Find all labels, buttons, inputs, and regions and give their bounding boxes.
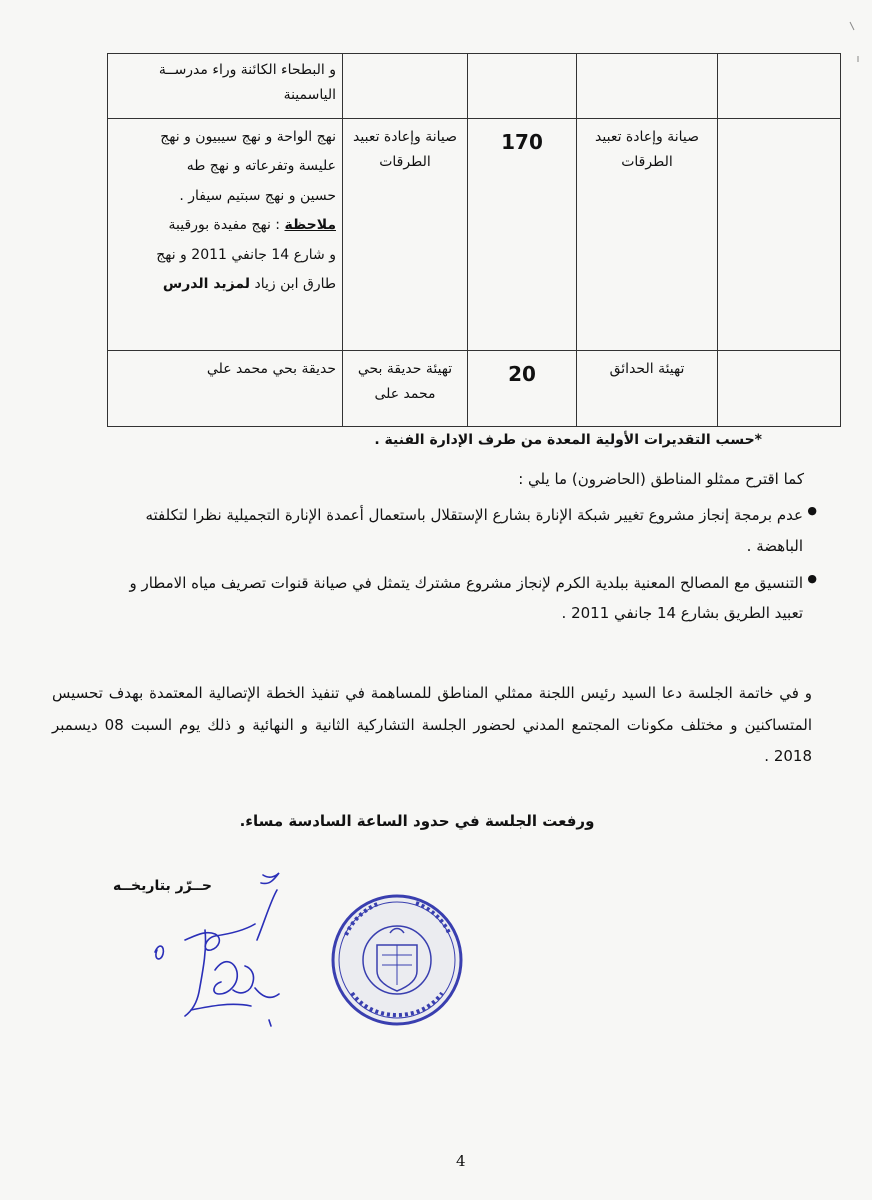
note-line-3 (114, 270, 336, 299)
note-text-3: طارق ابن زياد (250, 275, 336, 292)
list-item: ● التنسيق مع المصالح المعنية ببلدية الكرم لإنجاز مشروع مشترك يتمثل في صيانة قنوات تصريف مياه الامطار و تعبيد الطريق بشارع 14 جانفي 2011 . (97, 568, 817, 630)
location-line: عليسة وتفرعاته و نهج طه (186, 158, 336, 175)
project-cell: صيانة وإعادة تعبيد الطرقات (343, 119, 468, 351)
adjournment-line: ورفعت الجلسة في حدود الساعة السادسة مساء. (239, 812, 595, 830)
project-cell: تهيئة حديقة بحي محمد على (343, 351, 468, 427)
scan-edge-mark (844, 10, 864, 70)
proposals-list (97, 500, 817, 629)
municipal-stamp (322, 885, 472, 1035)
note-line (114, 211, 336, 240)
amount-cell (468, 54, 577, 119)
drafted-by-label: حــرّر بتاريخــه (113, 878, 212, 894)
program-cell (577, 54, 718, 119)
blank-cell (718, 119, 841, 351)
location-cell: و البطحاء الكائنة وراء مدرســة الياسمينة (108, 54, 343, 119)
table-row (108, 119, 841, 351)
blank-cell (718, 54, 841, 119)
blank-cell (718, 351, 841, 427)
program-cell: صيانة وإعادة تعبيد الطرقات (577, 119, 718, 351)
location-cell: حديقة بحي محمد علي (108, 351, 343, 427)
page-number: 4 (456, 1152, 466, 1170)
proposals-intro: كما اقترح ممثلو المناطق (الحاضرون) ما يلي : (518, 470, 804, 488)
table-footnote: *حسب التقديرات الأولية المعدة من طرف الإدارة الفنية . (374, 432, 762, 448)
list-item: ● عدم برمجة إنجاز مشروع تغيير شبكة الإنارة بشارع الإستقلال باستعمال أعمدة الإنارة التجميلية نظرا لتكلفته الباهضة . (97, 500, 817, 562)
table-row (108, 351, 841, 427)
closing-paragraph: و في خاتمة الجلسة دعا السيد رئيس اللجنة ممثلي المناطق للمساهمة في تنفيذ الخطة الإتصالية المعتمدة بهدف تحسيس المتساكنين و مختلف مكونات المجتمع المدني لحضور الجلسة التشاركية الثانية و النهائية و ذلك يوم السبت 08 ديسمبر 2018 . (52, 684, 812, 765)
location-line: نهج الواحة و نهج سيبيون و نهج (160, 129, 336, 145)
location-cell (108, 119, 343, 351)
project-cell (343, 54, 468, 119)
location-line: حسين و نهج سبتيم سيفار . (179, 187, 336, 204)
program-cell: تهيئة الحدائق (577, 351, 718, 427)
note-bold: لمزيد الدرس (162, 275, 251, 292)
handwritten-signature (145, 870, 295, 1050)
amount-cell: 20 (468, 351, 577, 427)
note-line-2: و شارع 14 جانفي 2011 و نهج (156, 246, 336, 263)
amount-cell: 170 (468, 119, 577, 351)
projects-table (107, 53, 841, 427)
table-row (108, 54, 841, 119)
note-text: : نهج مفيدة بورقيبة (168, 217, 285, 234)
note-label: ملاحظة (284, 217, 336, 234)
